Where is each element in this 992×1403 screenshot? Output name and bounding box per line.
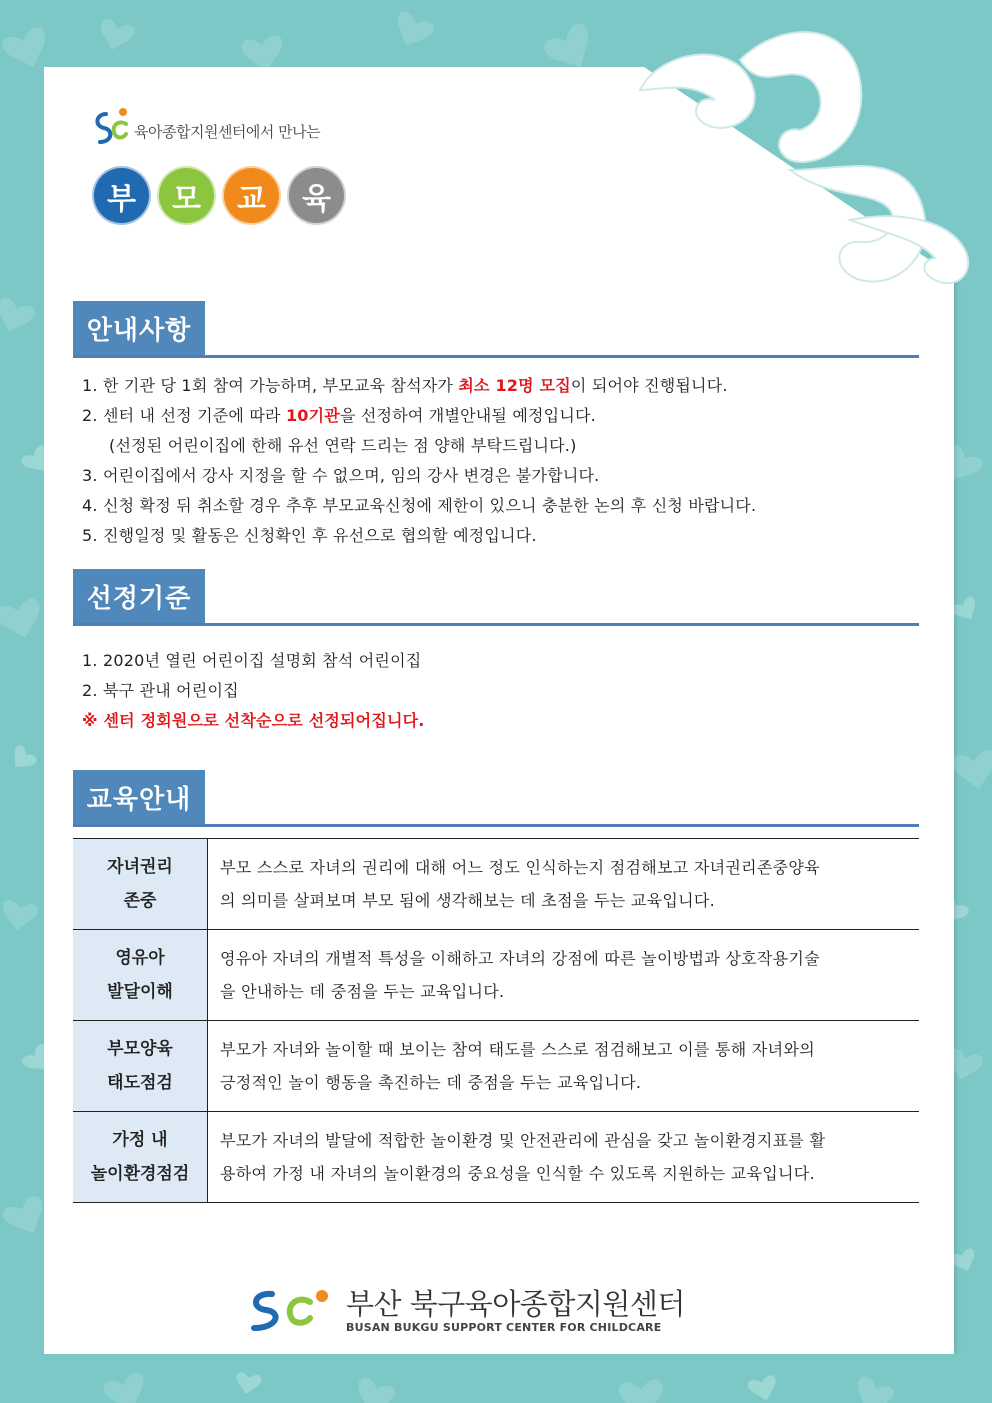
title-char-3: 교 <box>222 166 281 225</box>
criteria-item-1: 1. 2020년 열린 어린이집 설명회 참석 어린이집 <box>82 651 422 670</box>
header-subtitle: 육아종합지원센터에서 만나는 <box>134 122 321 141</box>
notice-item-1-text: 1. 한 기관 당 1회 참여 가능하며, 부모교육 참석자가 <box>82 376 459 395</box>
footer-name-english: BUSAN BUKGU SUPPORT CENTER FOR CHILDCARE <box>346 1321 662 1334</box>
notice-section-header <box>73 301 919 358</box>
row-title <box>73 1021 208 1112</box>
center-logo-icon <box>92 104 130 148</box>
table-row <box>73 1021 919 1112</box>
notice-item-2 <box>82 401 756 431</box>
title-char-2: 모 <box>157 166 216 225</box>
notice-item-2-text: 2. 센터 내 선정 기준에 따라 <box>82 406 286 425</box>
row-description-line1: 부모가 자녀와 놀이할 때 보이는 참여 태도를 스스로 점검해보고 이를 통해 자녀와의 <box>220 1040 815 1059</box>
notice-item-5: 5. 진행일정 및 활동은 신청확인 후 유선으로 협의할 예정입니다. <box>82 526 537 545</box>
row-description <box>208 1112 920 1203</box>
education-heading: 교육안내 <box>73 770 205 824</box>
notice-item-1-suffix: 이 되어야 진행됩니다. <box>570 376 728 395</box>
row-description-line2: 용하여 가정 내 자녀의 놀이환경의 중요성을 인식할 수 있도록 지원하는 교육입니다. <box>220 1164 815 1183</box>
row-title-line2: 놀이환경점검 <box>90 1164 190 1184</box>
notice-item-4: 4. 신청 확정 뒤 취소할 경우 추후 부모교육신청에 제한이 있으니 충분한 논의 후 신청 바랍니다. <box>82 496 757 515</box>
row-description <box>208 1021 920 1112</box>
header-logo <box>92 104 320 148</box>
footer-names <box>346 1282 685 1334</box>
row-title <box>73 839 208 930</box>
notice-item-2-note: (선정된 어린이집에 한해 유선 연락 드리는 점 양해 부탁드립니다.) <box>109 436 577 455</box>
row-description-line1: 부모 스스로 자녀의 권리에 대해 어느 정도 인식하는지 점검해보고 자녀권리존중양육 <box>220 858 820 877</box>
title-char-4: 육 <box>287 166 346 225</box>
notice-item-2-suffix: 을 선정하여 개별안내될 예정입니다. <box>339 406 596 425</box>
criteria-heading: 선정기준 <box>73 569 205 623</box>
notice-list <box>82 371 756 551</box>
row-description <box>208 839 920 930</box>
education-section-header <box>73 770 919 827</box>
row-title-line1: 자녀권리 <box>107 857 173 877</box>
row-description-line2: 을 안내하는 데 중점을 두는 교육입니다. <box>220 982 505 1001</box>
row-description-line2: 의 의미를 살펴보며 부모 됨에 생각해보는 데 초점을 두는 교육입니다. <box>220 891 716 910</box>
notice-item-1 <box>82 371 756 401</box>
criteria-list <box>82 646 425 736</box>
footer-logo <box>244 1282 685 1334</box>
row-title <box>73 1112 208 1203</box>
notice-item-1-emphasis: 최소 12명 모집 <box>458 376 571 395</box>
education-table <box>73 838 919 1203</box>
row-description-line2: 긍정적인 놀이 행동을 촉진하는 데 중점을 두는 교육입니다. <box>220 1073 642 1092</box>
row-title-line2: 태도점검 <box>107 1073 173 1093</box>
criteria-section-header <box>73 569 919 626</box>
center-logo-icon <box>244 1282 336 1334</box>
row-description <box>208 930 920 1021</box>
criteria-note: ※ 센터 정회원으로 선착순으로 선정되어집니다. <box>82 711 425 730</box>
row-title-line1: 가정 내 <box>112 1130 168 1150</box>
row-title <box>73 930 208 1021</box>
row-description-line1: 부모가 자녀의 발달에 적합한 놀이환경 및 안전관리에 관심을 갖고 놀이환경지표를 활 <box>220 1131 826 1150</box>
notice-item-3: 3. 어린이집에서 강사 지정을 할 수 없으며, 임의 강사 변경은 불가합니다. <box>82 466 600 485</box>
row-description-line1: 영유아 자녀의 개별적 특성을 이해하고 자녀의 강점에 따른 놀이방법과 상호작용기술 <box>220 949 820 968</box>
row-title-line2: 발달이해 <box>107 982 173 1002</box>
notice-item-2-emphasis: 10기관 <box>285 406 340 425</box>
criteria-item-2: 2. 북구 관내 어린이집 <box>82 681 239 700</box>
table-row <box>73 930 919 1021</box>
table-row <box>73 839 919 930</box>
title-circles <box>92 166 346 225</box>
row-title-line2: 존중 <box>123 891 157 911</box>
notice-heading: 안내사항 <box>73 301 205 355</box>
title-char-1: 부 <box>92 166 151 225</box>
table-row <box>73 1112 919 1203</box>
footer-name-korean: 부산 북구육아종합지원센터 <box>346 1287 685 1321</box>
row-title-line1: 영유아 <box>115 948 165 968</box>
ribbon-bow-decoration <box>620 20 990 300</box>
row-title-line1: 부모양육 <box>107 1039 173 1059</box>
